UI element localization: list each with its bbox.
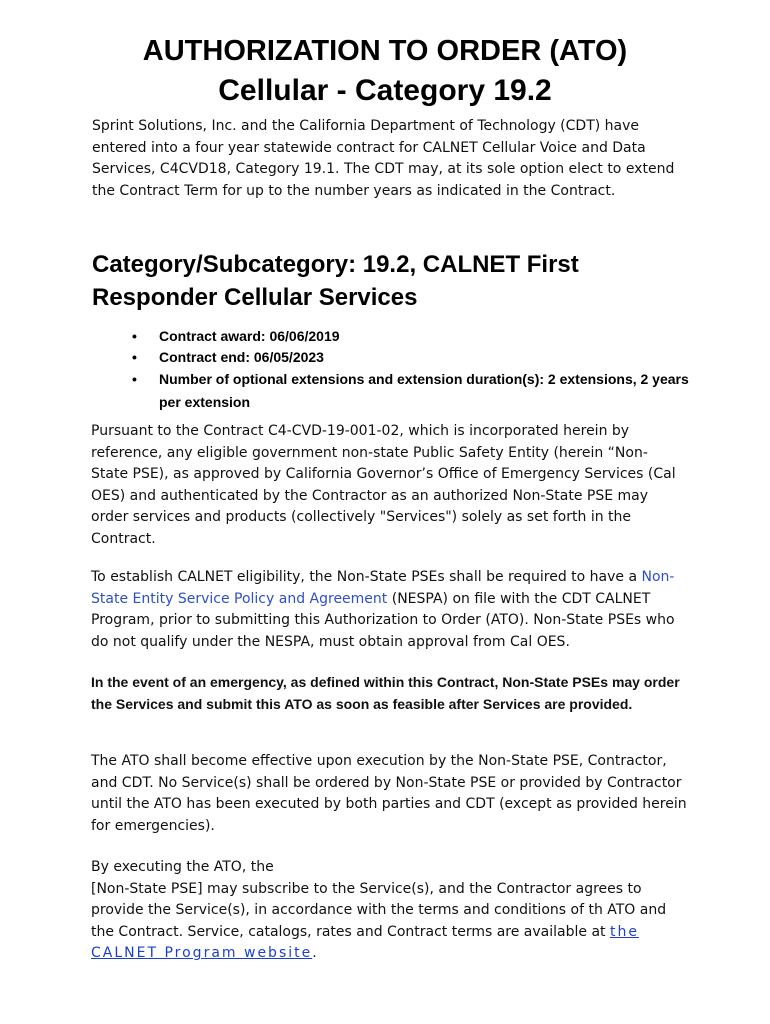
extensions-text: Number of optional extensions and extension duration(s): 2 extensions, 2 years per extension [159, 371, 689, 410]
category-heading: Category/Subcategory: 19.2, CALNET First Responder Cellular Services [92, 251, 579, 311]
contract-end-text: Contract end: 06/05/2023 [159, 349, 324, 365]
contract-award-text: Contract award: 06/06/2019 [159, 328, 340, 344]
executing-paragraph [91, 857, 691, 965]
emergency-paragraph: In the event of an emergency, as defined within this Contract, Non-State PSEs may order the Services and submit this ATO as soon as feasible after Services are provided. [91, 674, 680, 712]
executing-text-end: . [312, 945, 317, 962]
list-item [132, 347, 692, 368]
nespa-link[interactable]: Non-State Entity Service Policy and Agreement [91, 569, 675, 607]
eligibility-paragraph [91, 567, 681, 653]
bullet-icon: • [132, 328, 137, 344]
calnet-website-link[interactable]: the CALNET Program website [91, 923, 639, 962]
document-subtitle: Cellular - Category 19.2 [218, 74, 552, 107]
effective-paragraph: The ATO shall become effective upon execution by the Non-State PSE, Contractor, and CDT. No Service(s) shall be ordered by Non-State PSE or provided by Contractor until the ATO has been executed by both parties and CDT (except as provided herein for emergencies). [91, 753, 687, 834]
eligibility-text-start: To establish CALNET eligibility, the Non-State PSEs shall be required to have a [91, 569, 642, 585]
bullet-icon: • [132, 349, 137, 365]
contract-details-list [132, 326, 692, 414]
executing-text-rest: [Non-State PSE] may subscribe to the Service(s), and the Contractor agrees to provide the Service(s), in accordance with the terms and conditions of th ATO and the Contract. Service, catalogs, rates and Contract terms are available at [91, 880, 667, 940]
bullet-icon: • [132, 371, 137, 387]
intro-paragraph: Sprint Solutions, Inc. and the California Department of Technology (CDT) have entered into a four year statewide contract for CALNET Cellular Voice and Data Services, C4CVD18, Category 19.1. The CDT may, at its sole option elect to extend the Contract Term for up to the number years as indicated in the Contract. [92, 118, 675, 199]
eligibility-text-end: (NESPA) on file with the CDT CALNET Program, prior to submitting this Authorization to Order (ATO). Non-State PSEs who do not qualify under the NESPA, must obtain approval from Cal OES. [91, 590, 675, 650]
document-title: AUTHORIZATION TO ORDER (ATO) [142, 35, 628, 67]
executing-text-line1: By executing the ATO, the [91, 859, 274, 875]
list-item [132, 368, 692, 414]
pursuant-paragraph: Pursuant to the Contract C4-CVD-19-001-02, which is incorporated herein by reference, any eligible government non-state Public Safety Entity (herein “Non-State PSE), as approved by California Governor’s Office of Emergency Services (Cal OES) and authenticated by the Contractor as an authorized Non-State PSE may order services and products (collectively "Services") solely as set forth in the Contract. [91, 423, 676, 547]
list-item [132, 326, 692, 347]
